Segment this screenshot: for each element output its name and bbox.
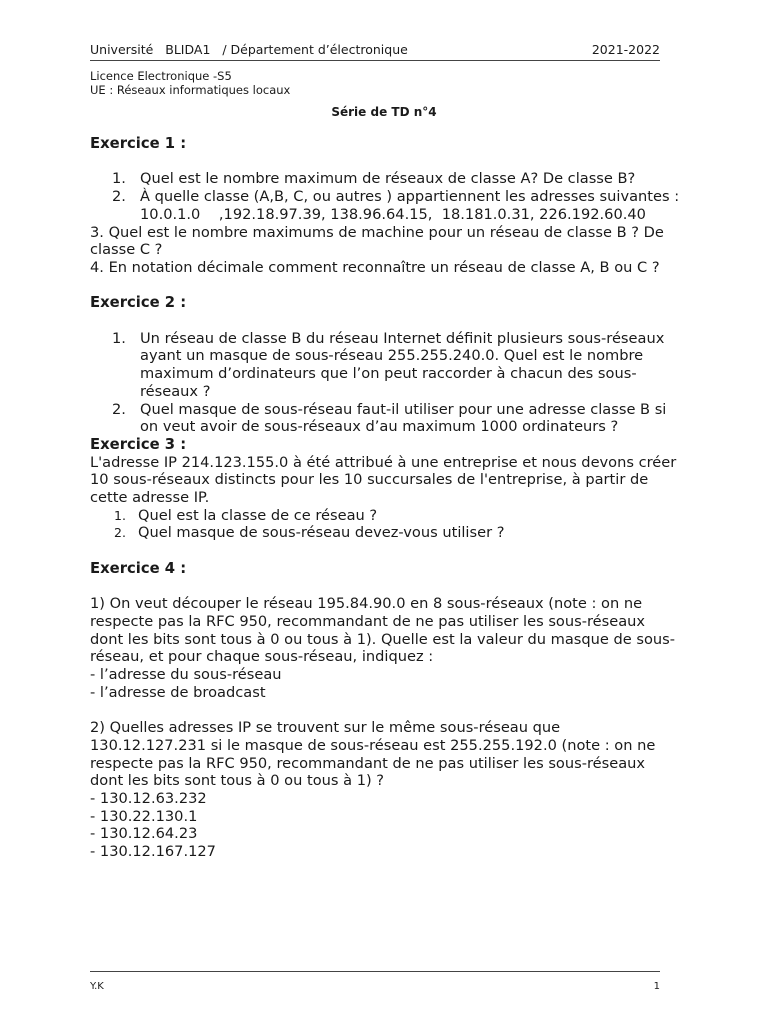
exercise-3-intro: L'adresse IP 214.123.155.0 à été attribué à une entreprise et nous devons créer 10 sous-réseaux distincts pour les 10 succursales de l'entreprise, à partir de cette adresse IP. [90, 453, 677, 507]
exercise-3-heading: Exercice 3 : [90, 435, 187, 453]
exercise-2-questions [90, 330, 680, 436]
list-item: - 130.12.63.232 [90, 789, 207, 807]
question-text: Quel est la classe de ce réseau ? [138, 506, 378, 524]
question-text: Quel masque de sous-réseau faut-il utiliser pour une adresse classe B si on veut avoir de sous-réseaux d’au maximum 1000 ordinateurs ? [140, 400, 667, 436]
exercise-1-heading: Exercice 1 : [90, 135, 187, 152]
list-item [90, 330, 680, 401]
list-item: - 130.22.130.1 [90, 807, 198, 825]
page-footer [90, 971, 660, 992]
list-number: 1. [114, 507, 126, 523]
exercise-4-part-2: 2) Quelles adresses IP se trouvent sur le même sous-réseau que 130.12.127.231 si le masque de sous-réseau est 255.255.192.0 (note : on ne respecte pas la RFC 950, recommandant de ne pas utiliser les sous-réseaux dont les bits sont tous à 0 ou tous à 1) ? [90, 719, 656, 790]
list-item [90, 188, 680, 206]
question-text: Un réseau de classe B du réseau Internet définit plusieurs sous-réseaux ayant un masque de sous-réseau 255.255.240.0. Quel est le nombre maximum d’ordinateurs que l’on peut raccorder à chacun des sous-réseaux ? [140, 329, 665, 400]
list-item [90, 507, 680, 525]
list-item: - 130.12.64.23 [90, 825, 198, 843]
exercise-1-question-3: 3. Quel est le nombre maximums de machine pour un réseau de classe B ? De classe C ? [90, 223, 664, 259]
footer-author: Y.K [90, 981, 104, 992]
list-number: 1. [112, 170, 126, 188]
question-text: À quelle classe (A,B, C, ou autres ) appartiennent les adresses suivantes : [140, 188, 680, 206]
header-year: 2021-2022 [591, 42, 660, 57]
exercise-4-part-1: 1) On veut découper le réseau 195.84.90.0 en 8 sous-réseaux (note : on ne respecte pas la RFC 950, recommandant de ne pas utiliser les sous-réseaux dont les bits sont tous à 0 ou tous à 1). Quelle est la valeur du masque de sous-réseau, et pour chaque sous-réseau, indiquez : [90, 595, 676, 666]
exercise-3-questions [90, 507, 680, 542]
document-title: Série de TD n°4 [331, 105, 437, 119]
exercise-1-question-4: 4. En notation décimale comment reconnaître un réseau de classe A, B ou C ? [90, 258, 660, 276]
course-level: Licence Electronique -S5 [90, 69, 232, 83]
list-item: - 130.12.167.127 [90, 843, 216, 861]
question-text: Quel masque de sous-réseau devez-vous utiliser ? [138, 524, 505, 542]
list-item: - l’adresse du sous-réseau [90, 666, 282, 684]
document-body [90, 135, 680, 861]
list-number: 2. [114, 525, 126, 541]
question-text: Quel est le nombre maximum de réseaux de classe A? De classe B? [140, 170, 636, 188]
page-number: 1 [653, 981, 660, 992]
list-item [90, 524, 680, 542]
exercise-2-heading: Exercice 2 : [90, 294, 187, 312]
ip-address-list: 10.0.1.0 ,192.18.97.39, 138.96.64.15, 18.181.0.31, 226.192.60.40 [140, 205, 646, 223]
list-item: - l’adresse de broadcast [90, 683, 266, 701]
course-unit: UE : Réseaux informatiques locaux [90, 83, 291, 97]
page-header [90, 42, 660, 61]
list-number: 2. [112, 400, 126, 418]
header-institution: Université BLIDA1 / Département d’électronique [90, 42, 408, 57]
list-item [90, 401, 680, 436]
list-number: 2. [112, 188, 126, 206]
exercise-4-heading: Exercice 4 : [90, 559, 187, 577]
exercise-1-questions [90, 170, 680, 205]
list-number: 1. [112, 329, 126, 347]
list-item [90, 170, 680, 188]
